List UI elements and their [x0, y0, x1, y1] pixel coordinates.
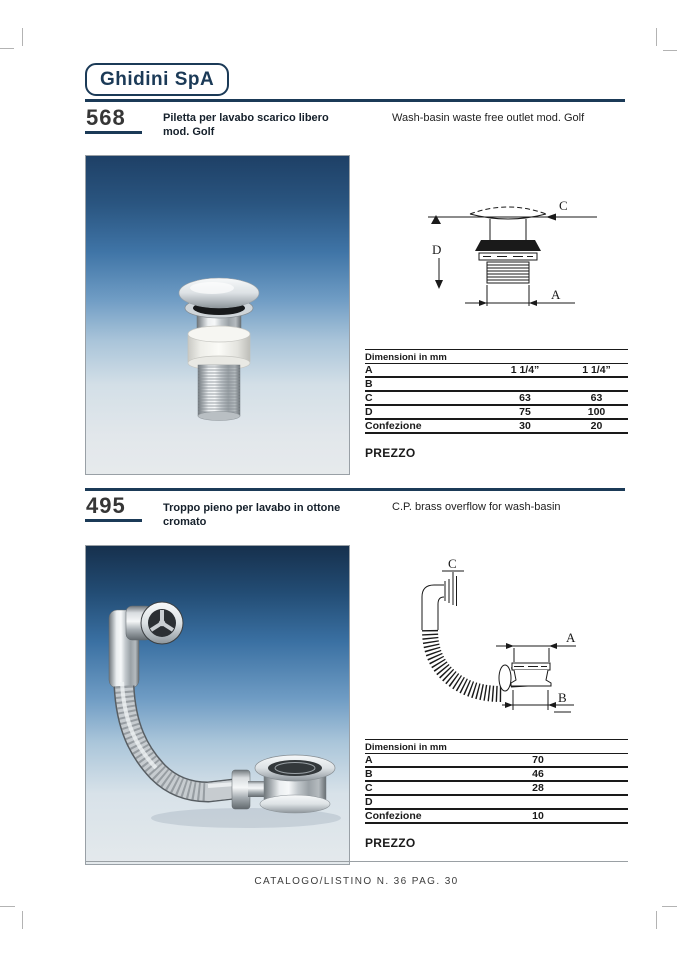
crop-mark-bottom-left-v	[22, 911, 23, 929]
dim-label-b: B	[558, 690, 567, 705]
section-divider-rule	[85, 488, 625, 491]
title-line-1: Troppo pieno per lavabo in ottone cromato	[163, 502, 341, 528]
header-rule	[85, 99, 625, 102]
table-row: Confezione 30 20	[365, 420, 628, 434]
locknut	[232, 770, 250, 809]
code-underline-495	[85, 519, 142, 522]
product-photo-568	[85, 155, 350, 475]
crop-mark-top-left-v	[22, 28, 23, 46]
crop-mark-top-left-h	[0, 48, 14, 49]
table-row: C 63 63	[365, 392, 628, 406]
price-label: PREZZO	[365, 835, 416, 850]
spec-table-495	[365, 739, 628, 850]
table-row: Confezione 10	[365, 810, 628, 824]
product-title-italian-495	[163, 501, 378, 529]
product-title-english-568: Wash-basin waste free outlet mod. Golf	[392, 112, 585, 124]
tech-drawing-568	[425, 188, 605, 313]
product-code-568: 568	[86, 105, 126, 130]
product-photo-495	[85, 545, 350, 865]
crop-mark-bottom-right-h	[662, 906, 677, 907]
crop-mark-bottom-left-h	[0, 906, 15, 907]
dim-label-c: C	[448, 556, 457, 571]
title-line-2: mod. Golf	[163, 126, 215, 138]
table-row: D	[365, 796, 628, 810]
product-title-english-495: C.P. brass overflow for wash-basin	[392, 501, 561, 513]
table-row: B	[365, 378, 628, 392]
table-row: C 28	[365, 782, 628, 796]
crop-mark-bottom-right-v	[656, 911, 657, 929]
dim-label-d: D	[432, 242, 442, 257]
dim-label-a: A	[566, 630, 576, 645]
section-end-rule	[85, 861, 628, 862]
table-row: B 46	[365, 768, 628, 782]
table-title: Dimensioni in mm	[365, 349, 628, 364]
price-label: PREZZO	[365, 445, 416, 460]
page-footer: CATALOGO/LISTINO N. 36 PAG. 30	[254, 876, 459, 887]
logo-text: Ghidini SpA	[100, 68, 215, 90]
crop-mark-top-right-v	[656, 28, 657, 46]
table-title: Dimensioni in mm	[365, 739, 628, 754]
crop-mark-top-right-h	[663, 50, 677, 51]
table-row: A 70	[365, 754, 628, 768]
code-underline-568	[85, 131, 142, 134]
company-logo	[85, 63, 229, 96]
product-code-495: 495	[86, 493, 126, 518]
tech-drawing-495	[408, 552, 603, 722]
spec-table-568	[365, 349, 628, 460]
title-line-1: Piletta per lavabo scarico libero	[163, 112, 329, 124]
table-row: A 1 1/4” 1 1/4”	[365, 364, 628, 378]
dim-label-a: A	[551, 287, 561, 302]
table-row: D 75 100	[365, 406, 628, 420]
dim-label-c: C	[559, 198, 568, 213]
product-title-italian-568	[163, 111, 378, 139]
